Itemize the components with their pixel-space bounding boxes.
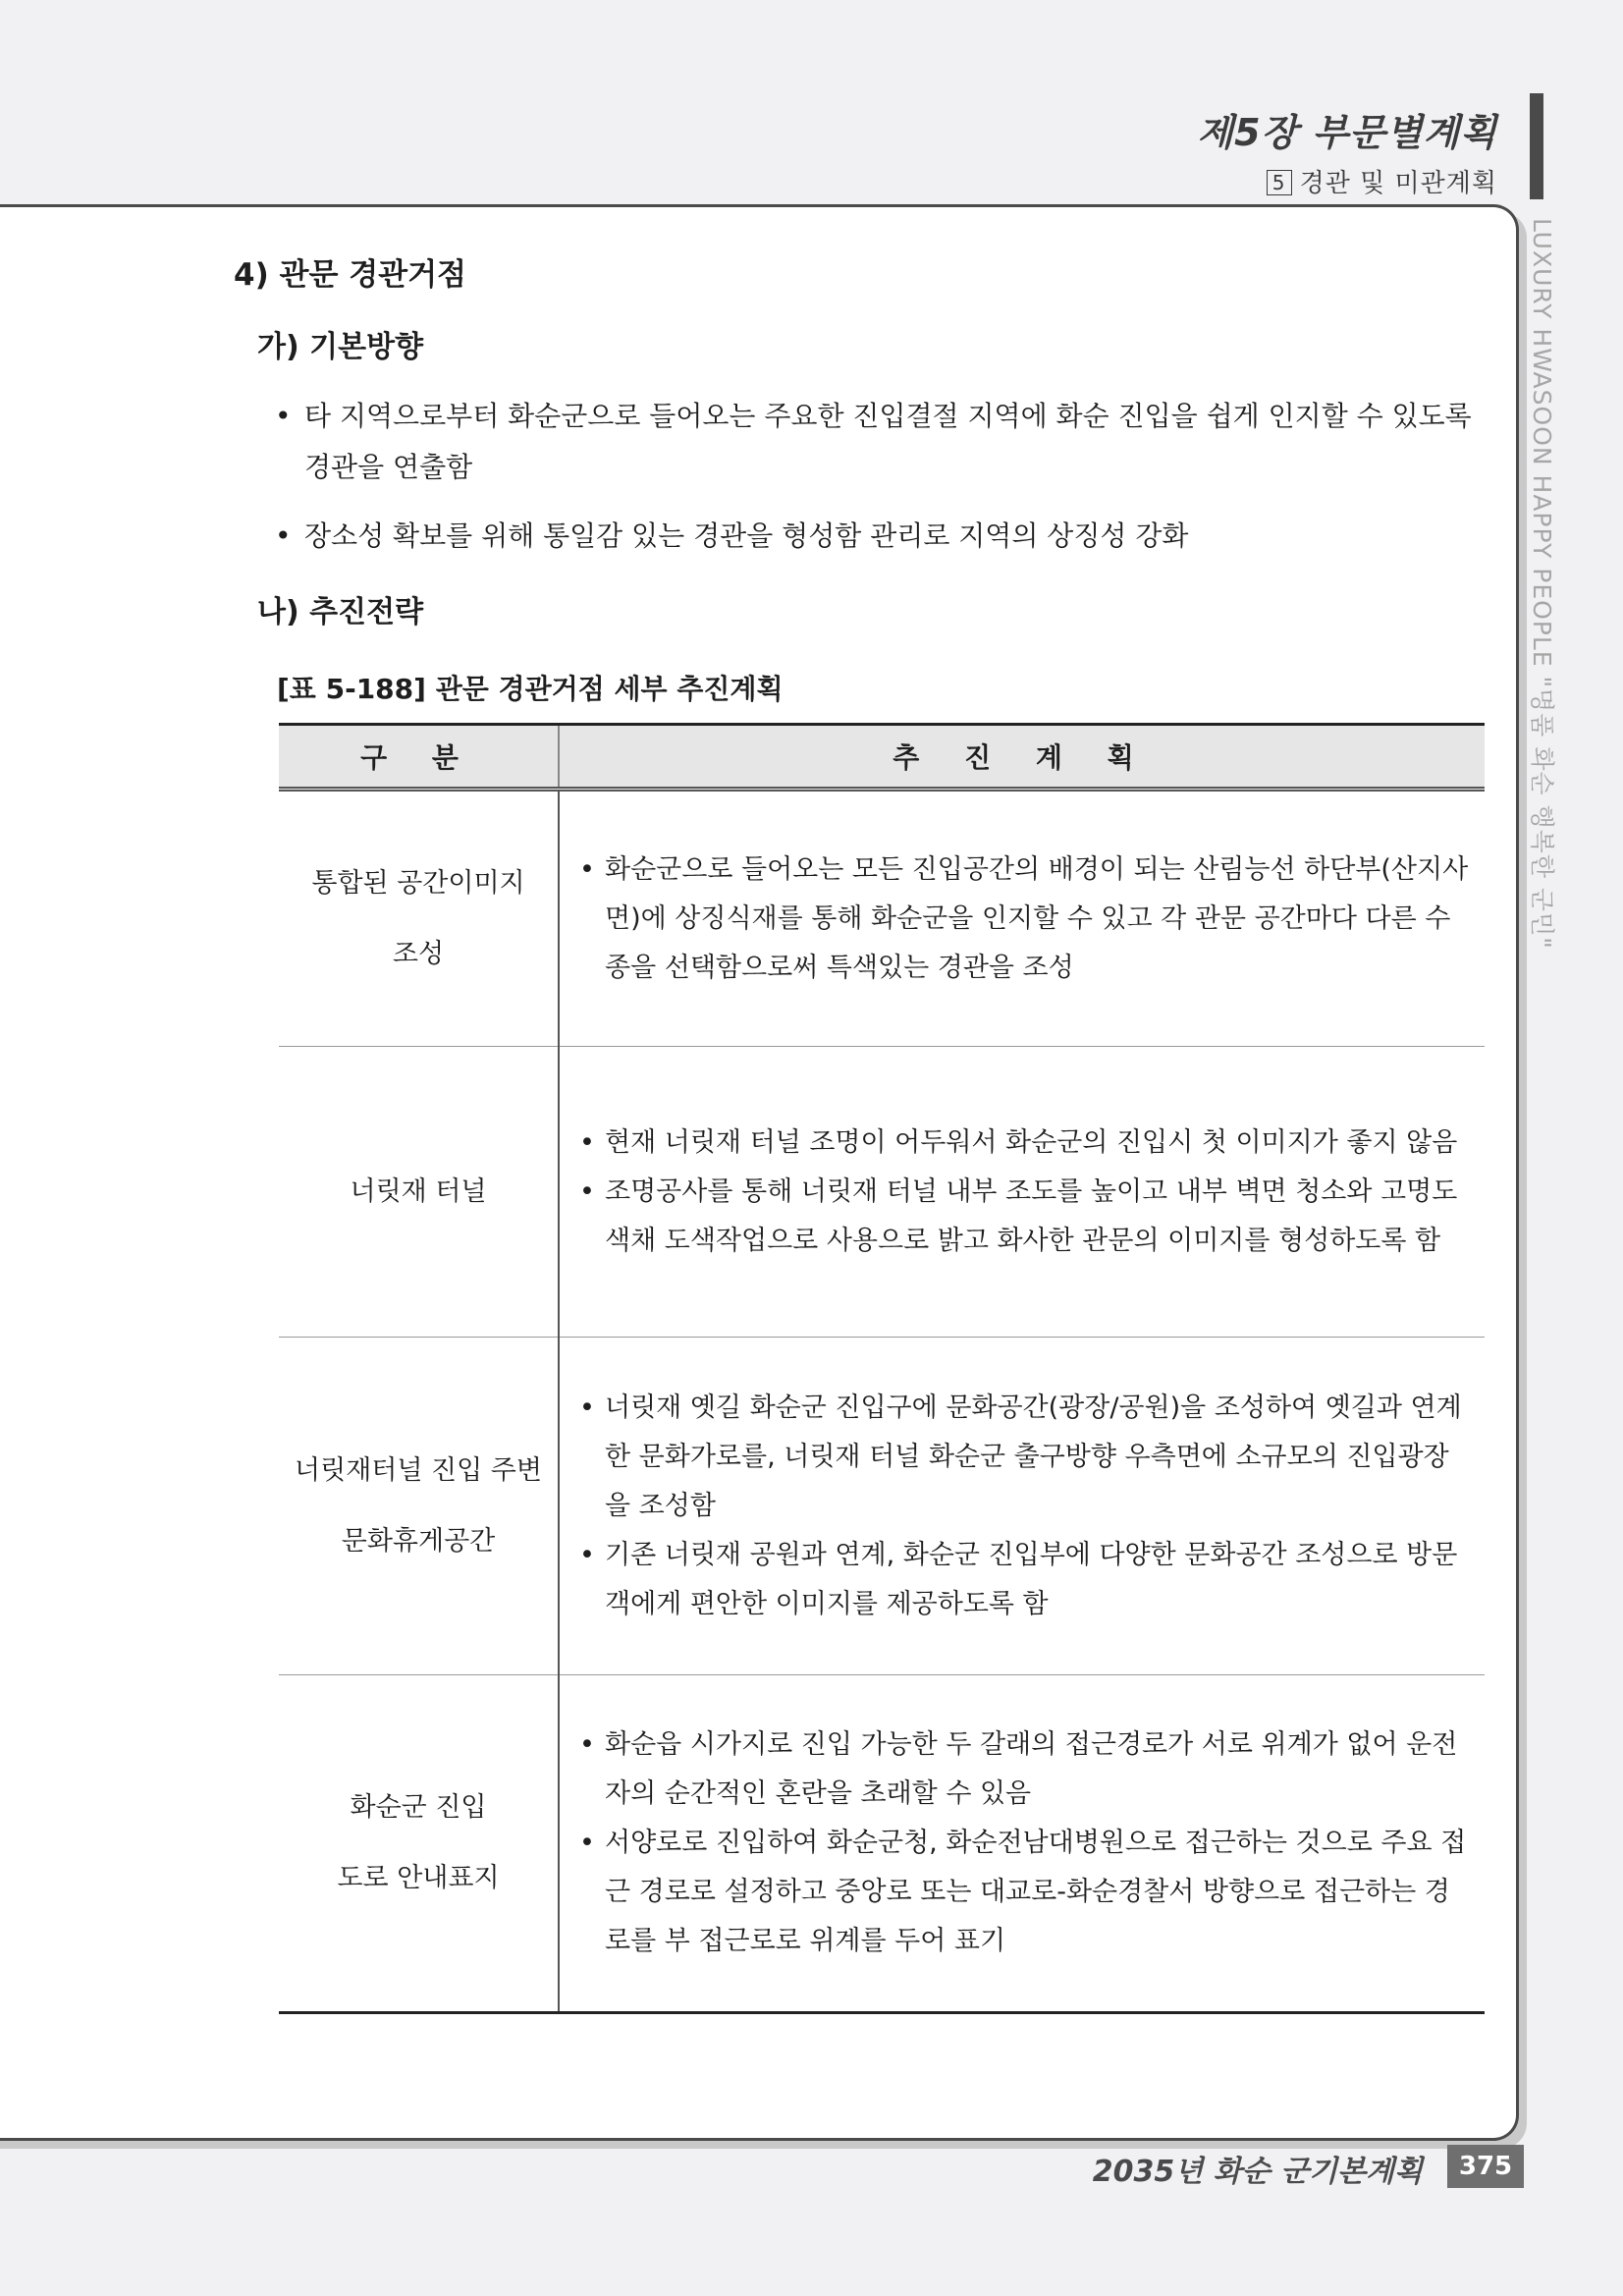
table-caption: [표 5-188] 관문 경관거점 세부 추진계획 <box>277 673 784 705</box>
heading-strategy: 나) 추진전략 <box>257 595 424 629</box>
page-number: 375 <box>1447 2145 1524 2188</box>
section-number: 5 <box>1267 170 1292 195</box>
row-category <box>279 1675 559 2013</box>
row-plan <box>559 1047 1485 1338</box>
header-category: 구 분 <box>279 725 559 790</box>
row-plan <box>559 1338 1485 1675</box>
strategy-table <box>279 723 1485 2014</box>
table-row <box>279 1338 1485 1675</box>
category-text: 통합된 공간이미지 조성 <box>311 867 525 969</box>
plan-item: • 현재 너릿재 터널 조명이 어두워서 화순군의 진입시 첫 이미지가 좋지 않음 <box>579 1119 1471 1168</box>
direction-bullet <box>275 391 1483 493</box>
row-category <box>279 1047 559 1338</box>
table-row <box>279 790 1485 1047</box>
header-plan: 추 진 계 획 <box>559 725 1485 790</box>
table-header-row <box>279 725 1485 790</box>
chapter-bar <box>1530 93 1543 199</box>
plan-item: • 화순군으로 들어오는 모든 진입공간의 배경이 되는 산림능선 하단부(산지사면)에 상징식재를 통해 화순군을 인지할 수 있고 각 관문 공간마다 다른 수종을 선택함으로써 특색있는 경관을 조성 <box>579 846 1471 993</box>
footer-title: 2035년 화순 군기본계획 <box>1092 2155 1423 2189</box>
direction-text: 장소성 확보를 위해 통일감 있는 경관을 형성함 관리로 지역의 상징성 강화 <box>304 519 1189 552</box>
row-category <box>279 790 559 1047</box>
plan-item: • 서양로로 진입하여 화순군청, 화순전남대병원으로 접근하는 것으로 주요 접근 경로로 설정하고 중앙로 또는 대교로-화순경찰서 방향으로 접근하는 경로를 부 접근로로 위계를 두어 표기 <box>579 1819 1471 1966</box>
side-vertical-text <box>1528 218 1567 1063</box>
row-plan <box>559 790 1485 1047</box>
direction-text: 타 지역으로부터 화순군으로 들어오는 주요한 진입결절 지역에 화순 진입을 쉽게 인지할 수 있도록 경관을 연출함 <box>304 400 1472 483</box>
side-text-label: LUXURY HWASOON HAPPY PEOPLE "명품 화순 행복한 군민" <box>1528 218 1556 950</box>
plan-item: • 조명공사를 통해 너릿재 터널 내부 조도를 높이고 내부 벽면 청소와 고명도 색채 도색작업으로 사용으로 밝고 화사한 관문의 이미지를 형성하도록 함 <box>579 1168 1471 1266</box>
row-category <box>279 1338 559 1675</box>
table-row <box>279 1047 1485 1338</box>
category-text: 너릿재터널 진입 주변 문화휴게공간 <box>295 1454 542 1557</box>
category-text: 화순군 진입 도로 안내표지 <box>337 1792 500 1893</box>
chapter-title: 제5장 부문별계획 <box>1197 111 1497 154</box>
section-subtitle <box>1267 163 1497 199</box>
plan-item: • 너릿재 옛길 화순군 진입구에 문화공간(광장/공원)을 조성하여 옛길과 연계한 문화가로를, 너릿재 터널 화순군 출구방향 우측면에 소규모의 진입광장을 조성함 <box>579 1384 1471 1531</box>
heading-basic-direction: 가) 기본방향 <box>257 330 424 364</box>
plan-item: • 화순읍 시가지로 진입 가능한 두 갈래의 접근경로가 서로 위계가 없어 운전자의 순간적인 혼란을 초래할 수 있음 <box>579 1721 1471 1819</box>
bullet-dot-icon: • <box>275 519 292 552</box>
heading-gateway-landscape: 4) 관문 경관거점 <box>234 257 466 293</box>
plan-item: • 기존 너릿재 공원과 연계, 화순군 진입부에 다양한 문화공간 조성으로 방문객에게 편안한 이미지를 제공하도록 함 <box>579 1531 1471 1629</box>
table-row <box>279 1675 1485 2013</box>
direction-bullet <box>275 511 1483 562</box>
bullet-dot-icon: • <box>275 400 292 432</box>
section-title: 경관 및 미관계획 <box>1299 169 1497 198</box>
category-text: 너릿재 터널 <box>350 1175 487 1207</box>
row-plan <box>559 1675 1485 2013</box>
